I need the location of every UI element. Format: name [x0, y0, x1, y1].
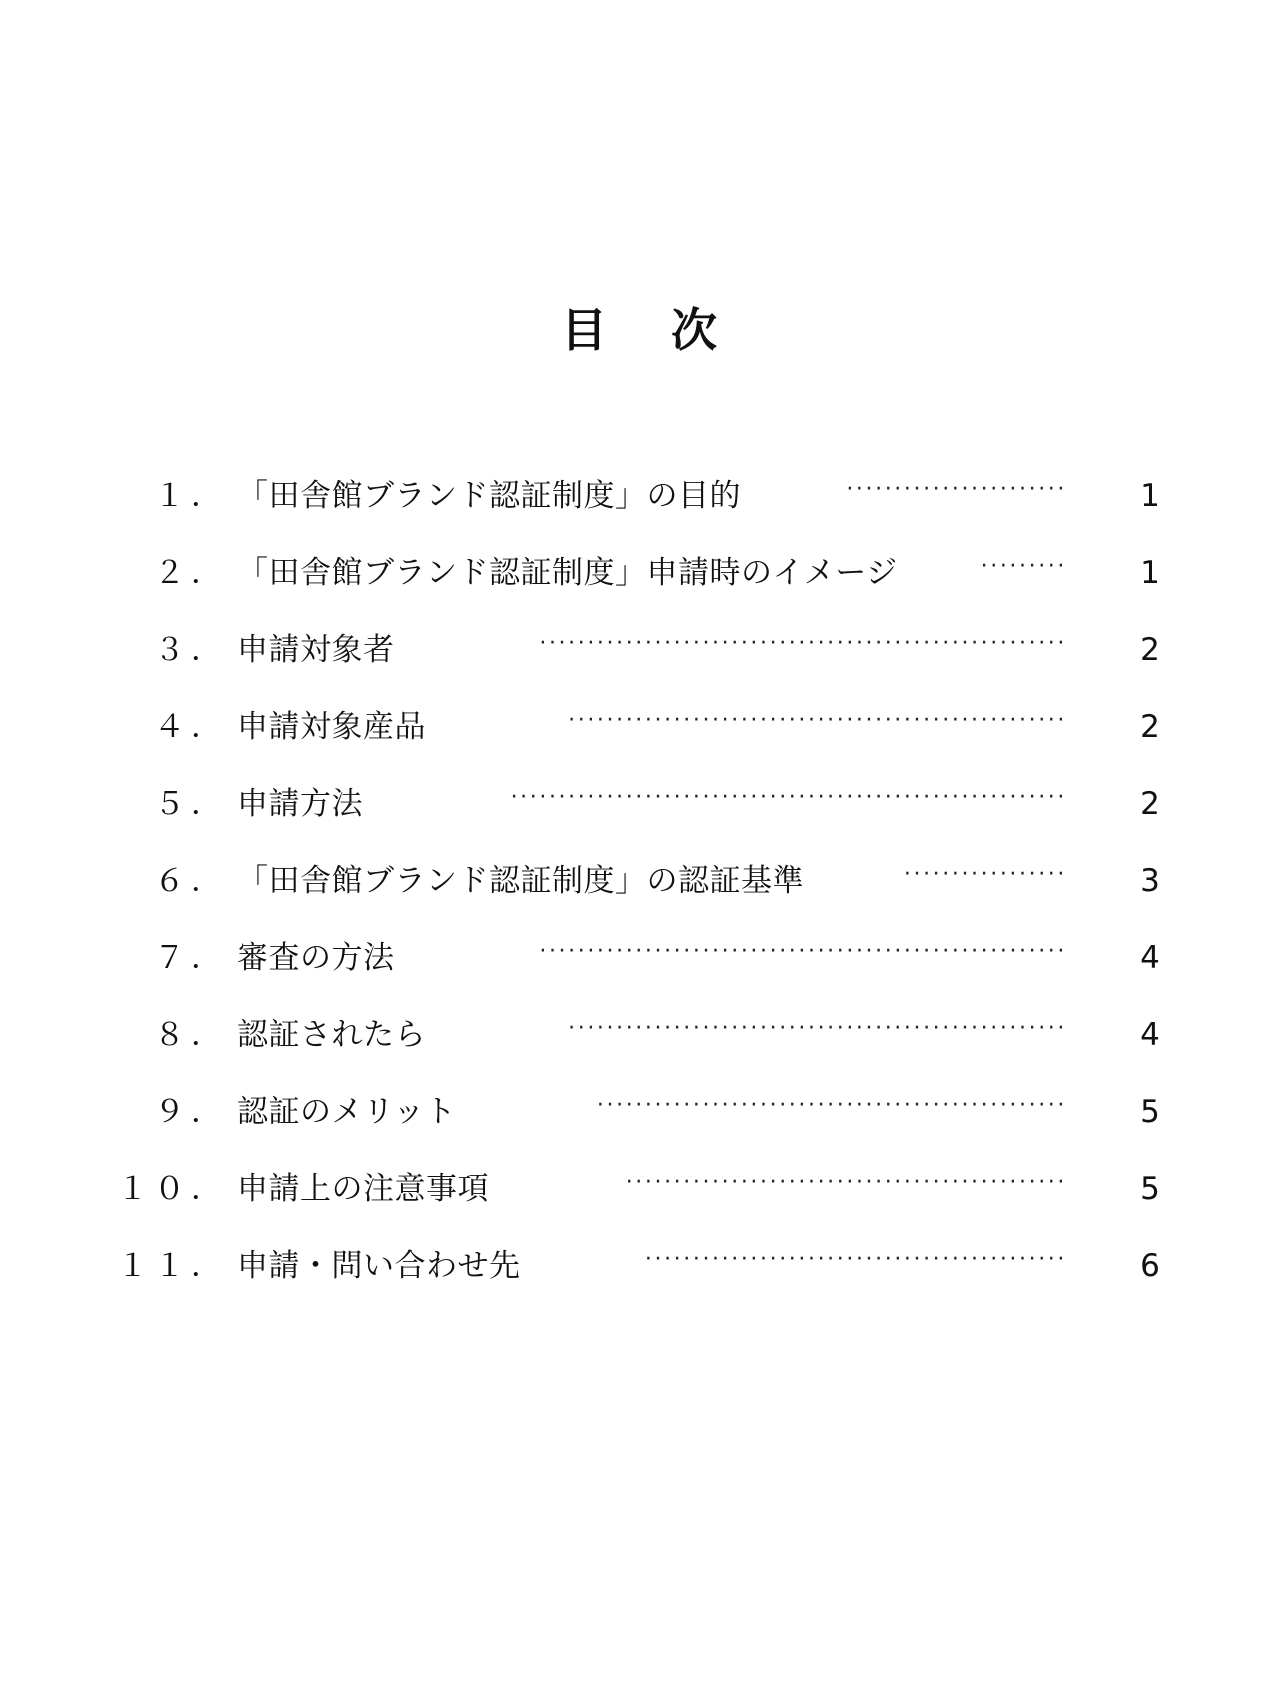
- toc-leader-dots: ····················································: [568, 708, 1067, 733]
- toc-page-number: 3: [1140, 863, 1160, 899]
- toc-page-number: 6: [1140, 1248, 1160, 1284]
- toc-number: ５．: [154, 786, 228, 822]
- title-char-2: 次: [671, 303, 719, 357]
- toc-entry[interactable]: [0, 622, 1280, 678]
- toc-page-number: 1: [1140, 555, 1160, 591]
- toc-text: 「田舎館ブランド認証制度」の目的: [237, 478, 741, 514]
- toc-number: １．: [154, 478, 228, 514]
- toc-entry[interactable]: [0, 1238, 1280, 1294]
- toc-leader-dots: ·······················································: [539, 939, 1067, 964]
- toc-leader-dots: ············································: [644, 1247, 1067, 1272]
- toc-entry[interactable]: [0, 545, 1280, 601]
- title-char-1: 目: [561, 303, 609, 357]
- toc-entry[interactable]: [0, 930, 1280, 986]
- toc-entry[interactable]: [0, 1084, 1280, 1140]
- toc-text: 申請対象産品: [237, 709, 426, 745]
- toc-leader-dots: ·······················: [846, 477, 1067, 502]
- toc-entry[interactable]: [0, 699, 1280, 755]
- toc-page-number: 4: [1140, 940, 1160, 976]
- toc-text: 認証されたら: [237, 1017, 426, 1053]
- toc-leader-dots: ·········: [980, 554, 1067, 579]
- toc-entry[interactable]: [0, 776, 1280, 832]
- toc-leader-dots: ··············································: [625, 1170, 1067, 1195]
- toc-number: １０．: [117, 1171, 228, 1207]
- toc-text: 申請対象者: [237, 632, 395, 668]
- toc-number: １１．: [117, 1248, 228, 1284]
- toc-number: ６．: [154, 863, 228, 899]
- toc-leader-dots: ·················: [903, 862, 1067, 887]
- toc-text: 認証のメリット: [237, 1094, 457, 1130]
- toc-text: 申請上の注意事項: [237, 1171, 489, 1207]
- toc-page-number: 5: [1140, 1094, 1160, 1130]
- toc-page-number: 1: [1140, 478, 1160, 514]
- toc-entry[interactable]: [0, 1007, 1280, 1063]
- toc-entry[interactable]: [0, 1161, 1280, 1217]
- toc-text: 申請方法: [237, 786, 363, 822]
- toc-entry[interactable]: [0, 853, 1280, 909]
- toc-page-number: 2: [1140, 632, 1160, 668]
- toc-text: 申請・問い合わせ先: [237, 1248, 521, 1284]
- toc-page-number: 2: [1140, 786, 1160, 822]
- toc-page-number: 4: [1140, 1017, 1160, 1053]
- toc-text: 「田舎館ブランド認証制度」の認証基準: [237, 863, 804, 899]
- toc-page-number: 5: [1140, 1171, 1160, 1207]
- toc-number: ８．: [154, 1017, 228, 1053]
- toc-number: ７．: [154, 940, 228, 976]
- page-title: [0, 300, 1280, 360]
- toc-page-number: 2: [1140, 709, 1160, 745]
- toc-number: ３．: [154, 632, 228, 668]
- toc-text: 「田舎館ブランド認証制度」申請時のイメージ: [237, 555, 898, 591]
- toc-number: ４．: [154, 709, 228, 745]
- toc-text: 審査の方法: [237, 940, 395, 976]
- toc-leader-dots: ·················································: [596, 1093, 1067, 1118]
- toc-number: ２．: [154, 555, 228, 591]
- toc-entry[interactable]: [0, 468, 1280, 524]
- toc-number: ９．: [154, 1094, 228, 1130]
- toc-leader-dots: ··························································: [510, 785, 1067, 810]
- toc-leader-dots: ····················································: [568, 1016, 1067, 1041]
- toc-leader-dots: ·······················································: [539, 631, 1067, 656]
